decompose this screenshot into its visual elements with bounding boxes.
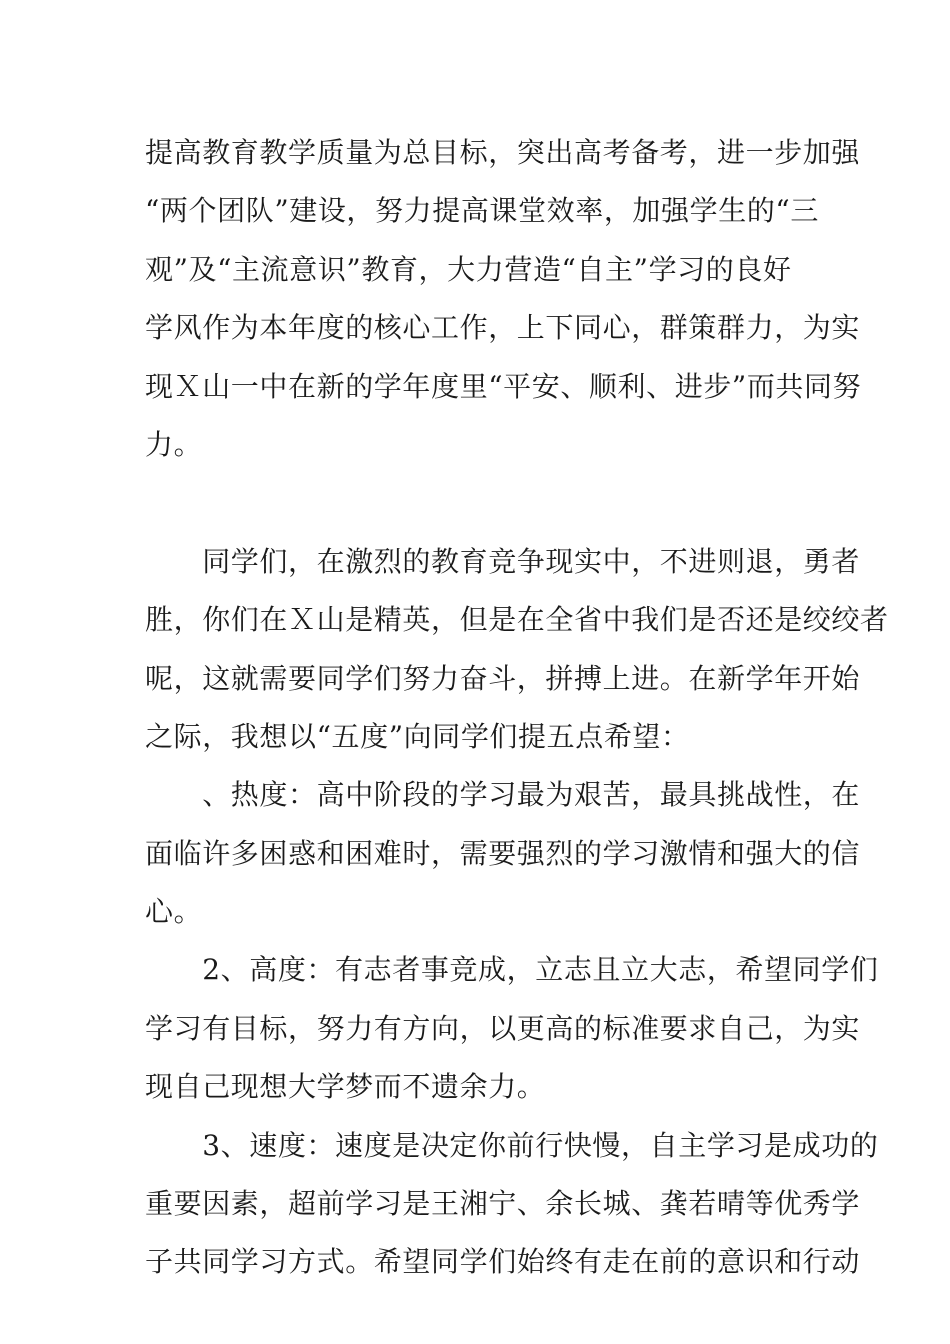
text-line: 现Ｘ山一中在新的学年度里“平安、顺利、进步”而共同努	[145, 369, 862, 403]
text-line: 学风作为本年度的核心工作，上下同心，群策群力，为实	[145, 311, 861, 345]
text-line: 观”及“主流意识”教育，大力营造“自主”学习的良好	[145, 252, 792, 286]
text-line: 现自己现想大学梦而不遗余力。	[145, 1070, 546, 1104]
text-line: 2、高度：有志者事竞成，立志且立大志，希望同学们	[145, 953, 879, 987]
body-text	[145, 124, 889, 1292]
text-line: 子共同学习方式。希望同学们始终有走在前的意识和行动	[145, 1245, 861, 1279]
blank-line	[145, 474, 810, 532]
text-line: 面临许多困惑和困难时，需要强烈的学习激情和强大的信	[145, 836, 861, 870]
text-line: 同学们，在激烈的教育竞争现实中，不进则退，勇者	[145, 544, 861, 578]
text-line: 力。	[145, 427, 203, 461]
text-line: 学习有目标，努力有方向，以更高的标准要求自己，为实	[145, 1011, 861, 1045]
text-line: 心。	[145, 895, 203, 929]
text-line: 3、速度：速度是决定你前行快慢，自主学习是成功的	[145, 1128, 879, 1162]
text-line: 提高教育教学质量为总目标，突出高考备考，进一步加强	[145, 136, 861, 169]
text-line: “两个团队”建设，努力提高课堂效率，加强学生的“三	[145, 194, 819, 228]
text-line: 重要因素，超前学习是王湘宁、余长城、龚若晴等优秀学	[145, 1187, 861, 1221]
text-line: 、热度：高中阶段的学习最为艰苦，最具挑战性，在	[145, 778, 861, 812]
text-line: 之际，我想以“五度”向同学们提五点希望：	[145, 719, 690, 753]
text-line: 呢，这就需要同学们努力奋斗，拼搏上进。在新学年开始	[145, 661, 861, 695]
text-line: 胜，你们在Ｘ山是精英，但是在全省中我们是否还是绞绞者	[145, 603, 889, 637]
